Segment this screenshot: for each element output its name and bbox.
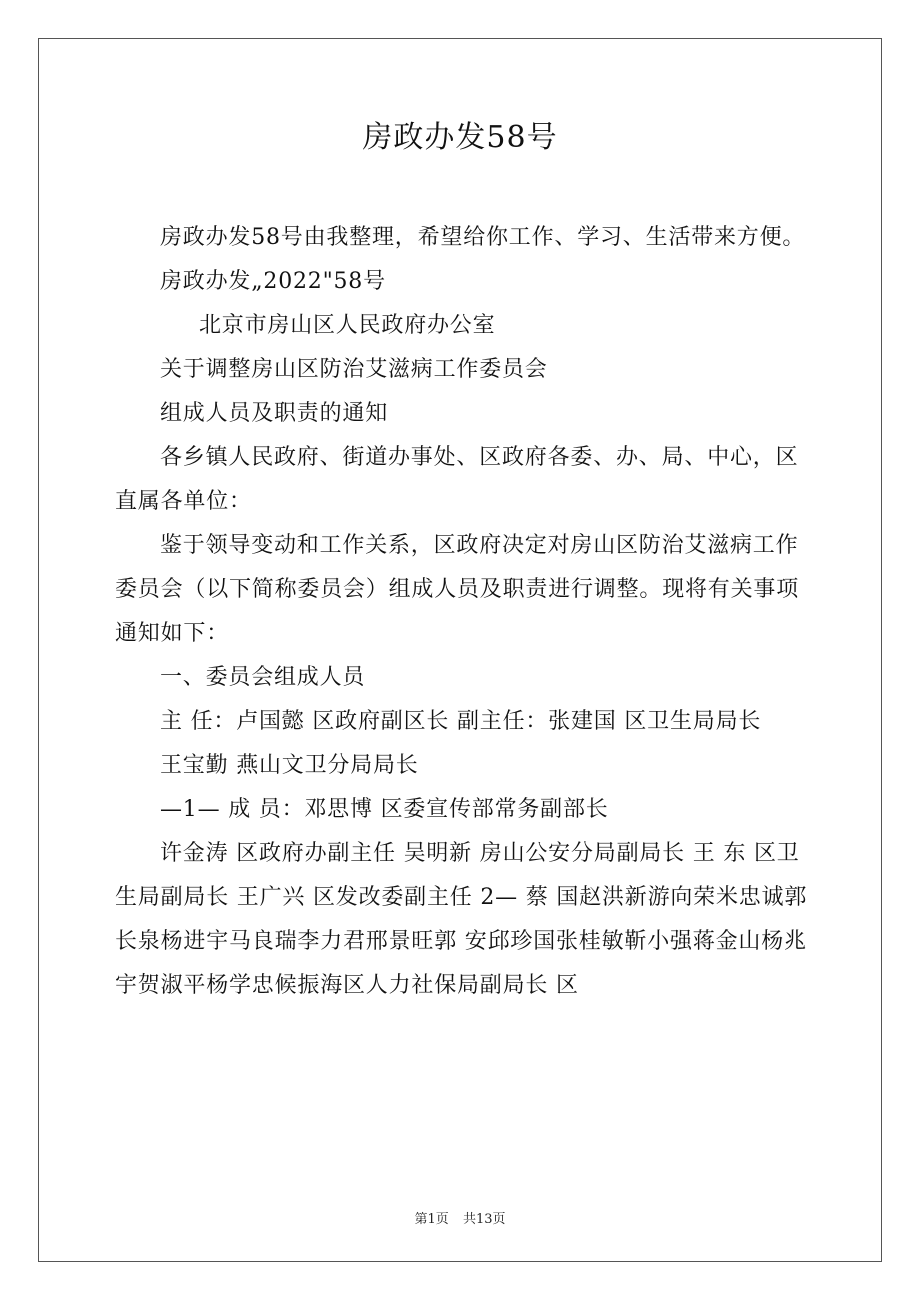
notice-title-line2: 组成人员及职责的通知 [160, 401, 389, 426]
page-total: 共13页 [462, 1212, 506, 1227]
purpose-paragraph: 鉴于领导变动和工作关系，区政府决定对房山区防治艾滋病工作委员会（以下简称委员会）组成人员及职责进行调整。现将有关事项通知如下： [115, 533, 800, 646]
members-list-paragraph: 许金涛 区政府办副主任 吴明新 房山公安分局副局长 王 东 区卫生局副局长 王广兴 区发改委副主任 2— 蔡 国赵洪新游向荣米忠诚郭长泉杨进宇马良瑞李力君邢景旺郭 安邱珍国张桂敏靳小强蒋金山杨兆宇贺淑平杨学忠候振海区人力社保局副局长 区 [115, 841, 808, 998]
page-number: 第1页 [414, 1212, 449, 1227]
recipients-paragraph: 各乡镇人民政府、街道办事处、区政府各委、办、局、中心，区直属各单位： [115, 445, 799, 514]
intro-paragraph: 房政办发58号由我整理，希望给你工作、学习、生活带来方便。 [160, 225, 806, 250]
section-heading-members: 一、委员会组成人员 [160, 665, 366, 690]
deputy-line: 王宝勤 燕山文卫分局局长 [160, 753, 419, 778]
page-footer [0, 1208, 920, 1227]
notice-title-line1: 关于调整房山区防治艾滋病工作委员会 [160, 357, 548, 382]
document-number: 房政办发„2022"58号 [160, 269, 386, 294]
document-title: 房政办发58号 [362, 120, 558, 155]
director-line: 主 任：卢国懿 区政府副区长 副主任：张建国 区卫生局局长 [160, 709, 762, 734]
members-line: —1— 成 员：邓思博 区委宣传部常务副部长 [160, 797, 609, 822]
issuing-office: 北京市房山区人民政府办公室 [199, 313, 496, 338]
document-body [115, 216, 810, 1008]
